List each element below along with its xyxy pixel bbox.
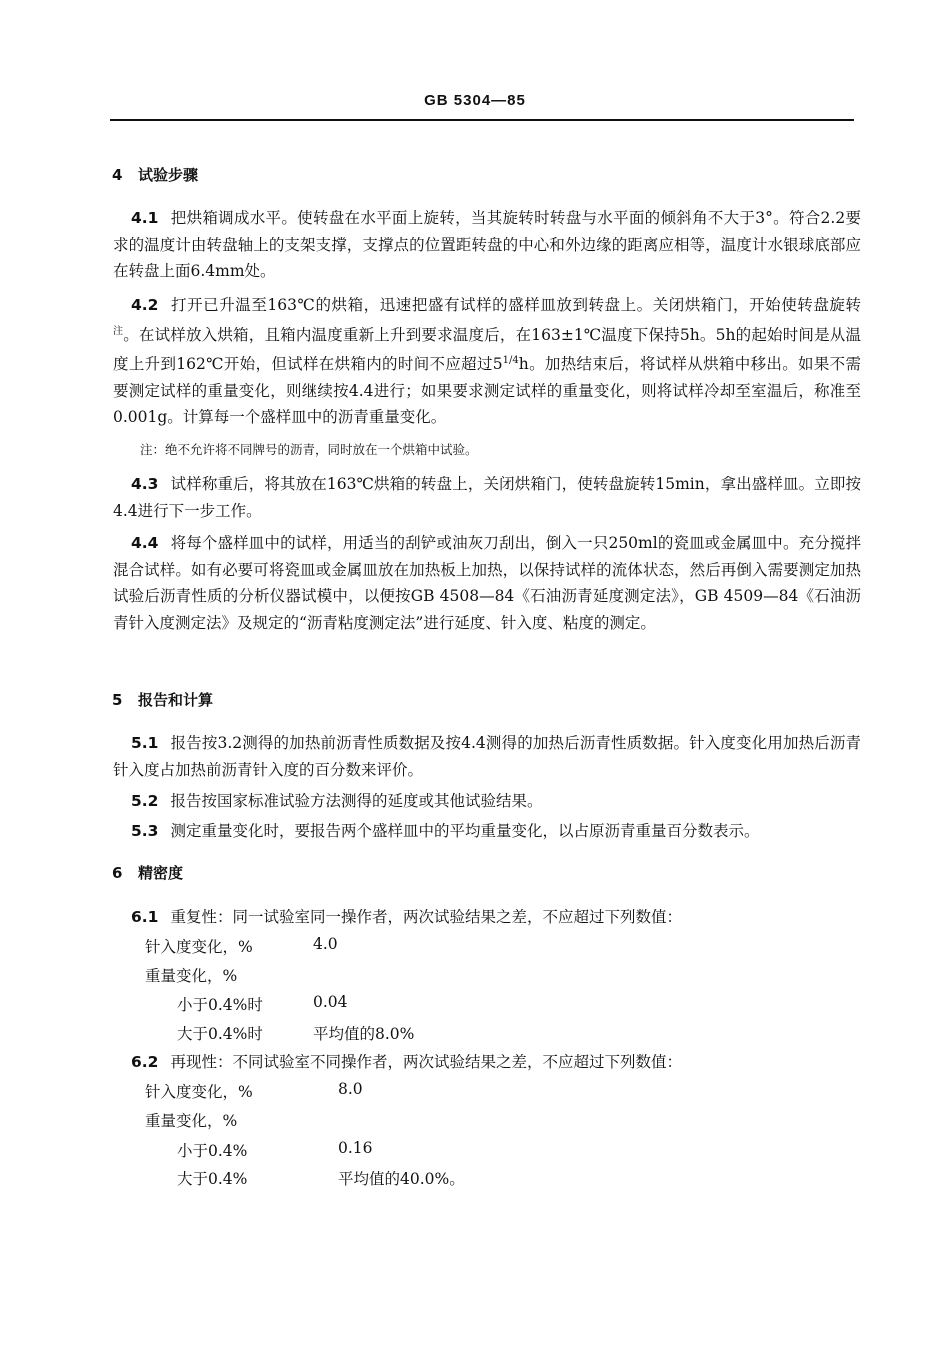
section-title: 试验步骤 bbox=[138, 166, 199, 184]
paragraph-text: 报告按国家标准试验方法测得的延度或其他试验结果。 bbox=[170, 792, 543, 810]
paragraph-number: 4.4 bbox=[131, 534, 159, 552]
section-title: 报告和计算 bbox=[138, 691, 214, 709]
header-rule bbox=[110, 119, 854, 121]
paragraph-6-2 bbox=[113, 1049, 861, 1076]
reprod-less-label: 小于0.4% bbox=[177, 1142, 248, 1160]
paragraph-6-1 bbox=[113, 904, 861, 931]
paragraph-5-3 bbox=[113, 818, 861, 845]
repeat-less-label: 小于0.4%时 bbox=[177, 996, 263, 1014]
reprod-less-value: 0.16 bbox=[338, 1139, 373, 1157]
footnote-marker: 注 bbox=[113, 325, 124, 337]
repeat-penetration-label: 针入度变化，% bbox=[145, 938, 253, 956]
paragraph-number: 5.1 bbox=[131, 734, 159, 752]
paragraph-5-1 bbox=[113, 730, 861, 783]
paragraph-number: 5.2 bbox=[131, 792, 159, 810]
fraction-superscript: 1/4 bbox=[502, 355, 519, 367]
paragraph-number: 4.3 bbox=[131, 475, 159, 493]
paragraph-4-3 bbox=[113, 471, 861, 524]
paragraph-4-4 bbox=[113, 530, 861, 636]
paragraph-text: 打开已升温至163℃的烘箱，迅速把盛有试样的盛样皿放到转盘上。关闭烘箱门，开始使转盘旋转 bbox=[170, 296, 861, 314]
section-number: 6 bbox=[112, 864, 123, 882]
section-number: 4 bbox=[112, 166, 123, 184]
paragraph-text: 再现性：不同试验室不同操作者，两次试验结果之差，不应超过下列数值： bbox=[170, 1053, 682, 1071]
paragraph-number: 6.1 bbox=[131, 908, 159, 926]
paragraph-number: 4.1 bbox=[131, 209, 159, 227]
reprod-weight-label: 重量变化，% bbox=[145, 1112, 238, 1130]
page-header: GB 5304—85 bbox=[424, 92, 526, 109]
paragraph-number: 5.3 bbox=[131, 822, 159, 840]
paragraph-text: 测定重量变化时，要报告两个盛样皿中的平均重量变化，以占原沥青重量百分数表示。 bbox=[170, 822, 760, 840]
section-5-heading bbox=[112, 689, 213, 710]
paragraph-number: 6.2 bbox=[131, 1053, 159, 1071]
paragraph-4-2 bbox=[113, 292, 861, 431]
paragraph-text: h。加热结束后，将试样从烘箱中移出。如果不需要测定试样的重量变化，则继续按4.4进行；如果要求测定试样的重量变化，则将试样冷却至室温后，称准至0.001g。计算每一个盛样皿中的沥青重量变化。 bbox=[113, 355, 861, 427]
reprod-greater-label: 大于0.4% bbox=[177, 1170, 248, 1188]
paragraph-text: 将每个盛样皿中的试样，用适当的刮铲或油灰刀刮出，倒入一只250ml的瓷皿或金属皿中。充分搅拌混合试样。如有必要可将瓷皿或金属皿放在加热板上加热，以保持试样的流体状态，然后再倒入需要测定加热试验后沥青性质的分析仪器试模中，以便按GB 4508—84《石油沥青延度测定法》，GB 4509—84《石油沥青针入度测定法》及规定的“沥青粘度测定法”进行延度、针入度、粘度的测定。 bbox=[113, 534, 861, 632]
paragraph-text: 重复性：同一试验室同一操作者，两次试验结果之差，不应超过下列数值： bbox=[170, 908, 682, 926]
paragraph-5-2 bbox=[113, 788, 861, 815]
paragraph-text: 把烘箱调成水平。使转盘在水平面上旋转，当其旋转时转盘与水平面的倾斜角不大于3°。符合2.2要求的温度计由转盘轴上的支架支撑，支撑点的位置距转盘的中心和外边缘的距离应相等，温度计水银球底部应在转盘上面6.4mm处。 bbox=[113, 209, 861, 280]
section-6-heading bbox=[112, 862, 183, 883]
paragraph-text: 试样称重后，将其放在163℃烘箱的转盘上，关闭烘箱门，使转盘旋转15min，拿出盛样皿。立即按4.4进行下一步工作。 bbox=[113, 475, 861, 520]
section-number: 5 bbox=[112, 691, 123, 709]
repeat-greater-value: 平均值的8.0% bbox=[313, 1025, 415, 1043]
repeat-penetration-value: 4.0 bbox=[313, 935, 338, 953]
paragraph-4-1 bbox=[113, 205, 861, 285]
reprod-penetration-value: 8.0 bbox=[338, 1080, 363, 1098]
paragraph-text: 报告按3.2测得的加热前沥青性质数据及按4.4测得的加热后沥青性质数据。针入度变化用加热后沥青针入度占加热前沥青针入度的百分数来评价。 bbox=[113, 734, 861, 779]
repeat-weight-label: 重量变化，% bbox=[145, 967, 238, 985]
reprod-greater-value: 平均值的40.0%。 bbox=[338, 1170, 465, 1188]
paragraph-text: 。在试样放入烘箱，且箱内温度重新上升到要求温度后，在163±1℃温度下保持5h。5h的起始时间是从温度上升到162℃开始，但试样在烘箱内的时间不应超过5 bbox=[113, 325, 862, 374]
section-title: 精密度 bbox=[138, 864, 184, 882]
repeat-less-value: 0.04 bbox=[313, 993, 348, 1011]
reprod-penetration-label: 针入度变化，% bbox=[145, 1083, 253, 1101]
repeat-greater-label: 大于0.4%时 bbox=[177, 1025, 263, 1043]
note-text: 注：绝不允许将不同牌号的沥青，同时放在一个烘箱中试验。 bbox=[140, 442, 478, 457]
paragraph-number: 4.2 bbox=[131, 296, 159, 314]
section-4-heading bbox=[112, 164, 198, 185]
